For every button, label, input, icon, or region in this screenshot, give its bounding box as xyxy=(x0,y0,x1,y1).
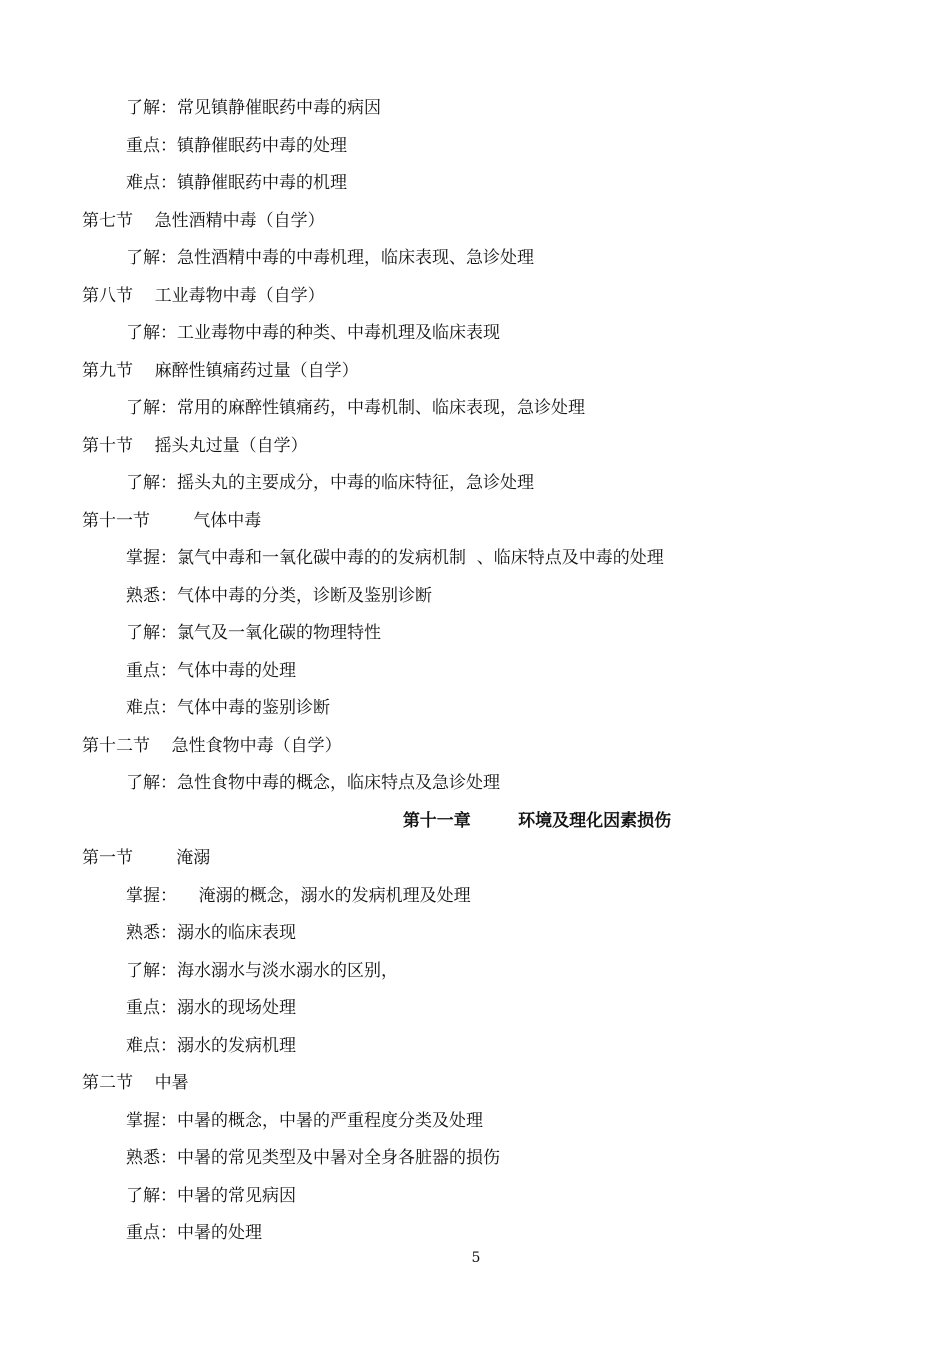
outline-item: 难点：镇静催眠药中毒的机理 xyxy=(126,173,347,193)
outline-item: 熟悉：中暑的常见类型及中暑对全身各脏器的损伤 xyxy=(126,1148,500,1168)
outline-item: 了解：急性食物中毒的概念，临床特点及急诊处理 xyxy=(126,773,500,793)
outline-item: 掌握：中暑的概念，中暑的严重程度分类及处理 xyxy=(126,1110,483,1131)
outline-item: 难点：气体中毒的鉴别诊断 xyxy=(126,698,330,718)
section-heading: 第一节 淹溺 xyxy=(82,848,211,868)
outline-item: 了解：海水溺水与淡水溺水的区别， xyxy=(126,960,398,981)
outline-item: 了解：常用的麻醉性镇痛药，中毒机制、临床表现，急诊处理 xyxy=(126,398,585,418)
outline-item: 了解：常见镇静催眠药中毒的病因 xyxy=(126,98,381,118)
outline-item: 熟悉：气体中毒的分类，诊断及鉴别诊断 xyxy=(126,585,432,606)
outline-item: 重点：镇静催眠药中毒的处理 xyxy=(126,135,347,156)
outline-item: 了解：氯气及一氧化碳的物理特性 xyxy=(126,623,381,643)
chapter-heading: 第十一章 环境及理化因素损伤 xyxy=(402,810,672,831)
section-heading: 第十节 摇头丸过量（自学） xyxy=(82,435,308,456)
section-heading: 第十一节 气体中毒 xyxy=(82,510,262,531)
outline-item: 熟悉：溺水的临床表现 xyxy=(126,923,296,943)
page-number: 5 xyxy=(471,1250,481,1266)
section-heading: 第八节 工业毒物中毒（自学） xyxy=(82,285,325,306)
outline-item: 了解：工业毒物中毒的种类、中毒机理及临床表现 xyxy=(126,323,500,343)
document-body xyxy=(82,90,902,1253)
outline-item: 了解：急性酒精中毒的中毒机理，临床表现、急诊处理 xyxy=(126,248,534,268)
section-heading: 第二节 中暑 xyxy=(82,1073,189,1093)
section-heading: 第十二节 急性食物中毒（自学） xyxy=(82,735,342,756)
outline-item: 重点：中暑的处理 xyxy=(126,1223,262,1243)
section-heading: 第九节 麻醉性镇痛药过量（自学） xyxy=(82,360,359,381)
outline-item: 了解：摇头丸的主要成分，中毒的临床特征，急诊处理 xyxy=(126,473,534,493)
outline-item: 重点：气体中毒的处理 xyxy=(126,660,296,681)
section-heading: 第七节 急性酒精中毒（自学） xyxy=(82,210,325,231)
outline-item: 掌握：氯气中毒和一氧化碳中毒的的发病机制 、临床特点及中毒的处理 xyxy=(126,548,664,568)
outline-item: 掌握： 淹溺的概念，溺水的发病机理及处理 xyxy=(126,885,471,906)
outline-item: 难点：溺水的发病机理 xyxy=(126,1035,296,1056)
outline-item: 了解：中暑的常见病因 xyxy=(126,1185,296,1206)
outline-item: 重点：溺水的现场处理 xyxy=(126,998,296,1018)
